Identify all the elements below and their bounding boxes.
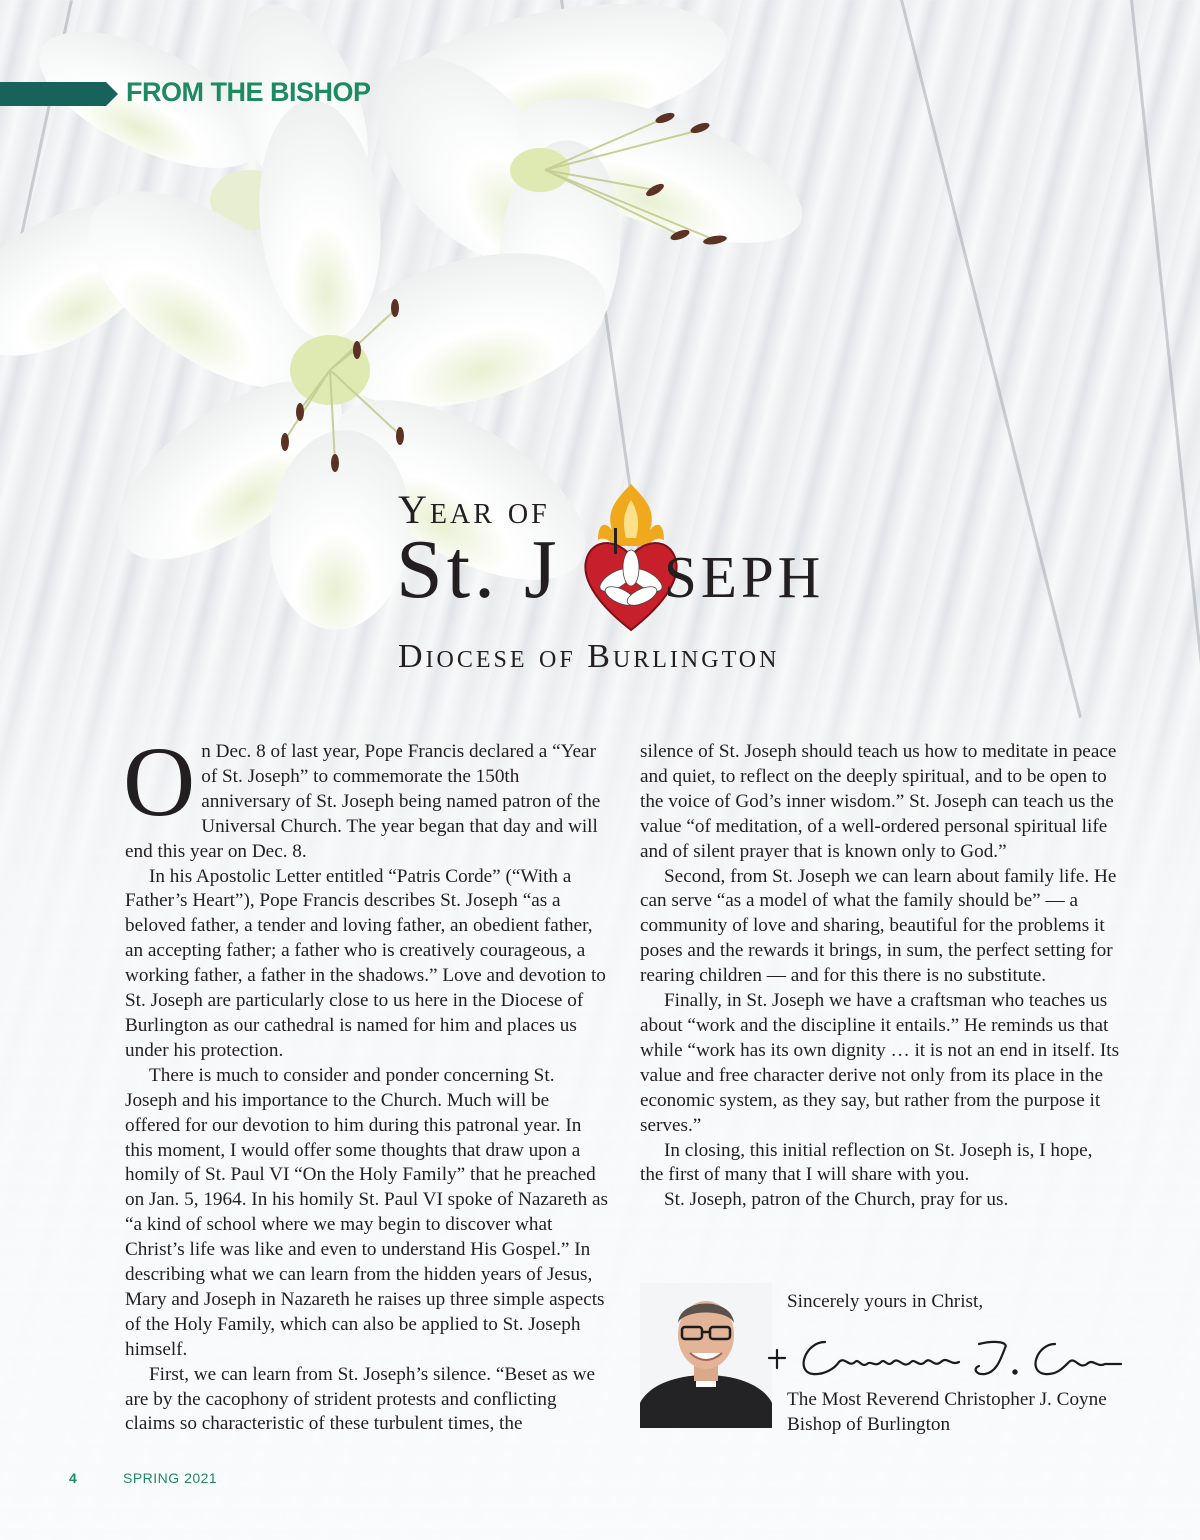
article-column-right xyxy=(640,740,1120,1213)
page-number: 4 xyxy=(69,1470,77,1486)
logo-line-st-j: St. J xyxy=(396,523,561,616)
article-paragraph: Finally, in St. Joseph we have a craftsman who teaches us about “work and the discipline it entails.” He reminds us that while “work has its own dignity … it is not an end in itself. Its value and free character derive not only from its place in the economic system, as they say, but rather from the purpose it serves.” xyxy=(640,990,1120,1136)
year-of-st-joseph-logo xyxy=(396,480,916,680)
logo-line-diocese: Diocese of Burlington xyxy=(398,638,780,675)
article-paragraph: There is much to consider and ponder concerning St. Joseph and his importance to the Church. Much will be offered for our devotion to him during this patronal year. In this moment, I would offer some thoughts that draw upon a homily of St. Paul VI “On the Holy Family” that he preached on Jan. 5, 1964. In his homily St. Paul VI spoke of Nazareth as “a kind of school where we may begin to discover what Christ’s life was like and even to understand His Gospel.” In describing what we can learn from the hidden years of Jesus, Mary and Joseph in Nazareth he raises up three simple aspects of the Holy Family, which can also be applied to St. Joseph himself. xyxy=(125,1064,609,1360)
signatory-name-block xyxy=(787,1388,1107,1438)
article-paragraph: Second, from St. Joseph we can learn about family life. He can serve “as a model of what the family should be” — a community of love and sharing, beautiful for the problems it poses and the rewards it brings, in sum, the perfect setting for rearing children — and for this there is no substitute. xyxy=(640,865,1117,987)
wood-plank-seam xyxy=(900,0,1082,718)
closing-line: Sincerely yours in Christ, xyxy=(787,1291,984,1312)
section-title: FROM THE BISHOP xyxy=(126,77,371,107)
section-tag-bar xyxy=(0,82,118,106)
article-paragraph: On Dec. 8 of last year, Pope Francis declared a “Year of St. Joseph” to commemorate the 150th anniversary of St. Joseph being named patron of the Universal Church. The year began that day and will end this year on Dec. 8. xyxy=(123,726,601,862)
wood-plank-seam xyxy=(1130,0,1200,736)
article-paragraph: silence of St. Joseph should teach us how to meditate in peace and quiet, to reflect on the deeply spiritual, and to be open to the voice of God’s inner wisdom.” St. Joseph can teach us the value “of meditation, of a well-ordered personal spiritual life and of silent prayer that is known only to God.” xyxy=(640,741,1117,862)
drop-cap: O xyxy=(123,726,196,837)
article-paragraph: St. Joseph, patron of the Church, pray for us. xyxy=(664,1189,1009,1211)
article-paragraph: In closing, this initial reflection on St. Joseph is, I hope, the first of many that I will share with you. xyxy=(640,1139,1093,1186)
logo-line-year-of: Year of xyxy=(398,487,550,532)
issue-label: SPRING 2021 xyxy=(123,1470,218,1486)
handwritten-signature xyxy=(765,1328,1127,1388)
article-paragraph: First, we can learn from St. Joseph’s silence. “Beset as we are by the cacophony of strident protests and conflicting claims so characteristic of these turbulent times, the xyxy=(125,1363,595,1435)
signatory-title: Bishop of Burlington xyxy=(787,1413,951,1435)
bishop-portrait-photo xyxy=(640,1283,772,1428)
logo-line-seph: seph xyxy=(664,523,825,616)
article-paragraph: In his Apostolic Letter entitled “Patris Corde” (“With a Father’s Heart”), Pope Francis describes St. Joseph “as a beloved father, a tender and loving father, an obedient father, an accepting father; a father who is creatively courageous, a working father, a father in the shadows.” Love and devotion to St. Joseph are particularly close to us here in the Diocese of Burlington as our cathedral is named for him and places us under his protection. xyxy=(125,865,606,1061)
signatory-name: The Most Reverend Christopher J. Coyne xyxy=(787,1389,1107,1410)
article-column-left xyxy=(123,726,609,1437)
